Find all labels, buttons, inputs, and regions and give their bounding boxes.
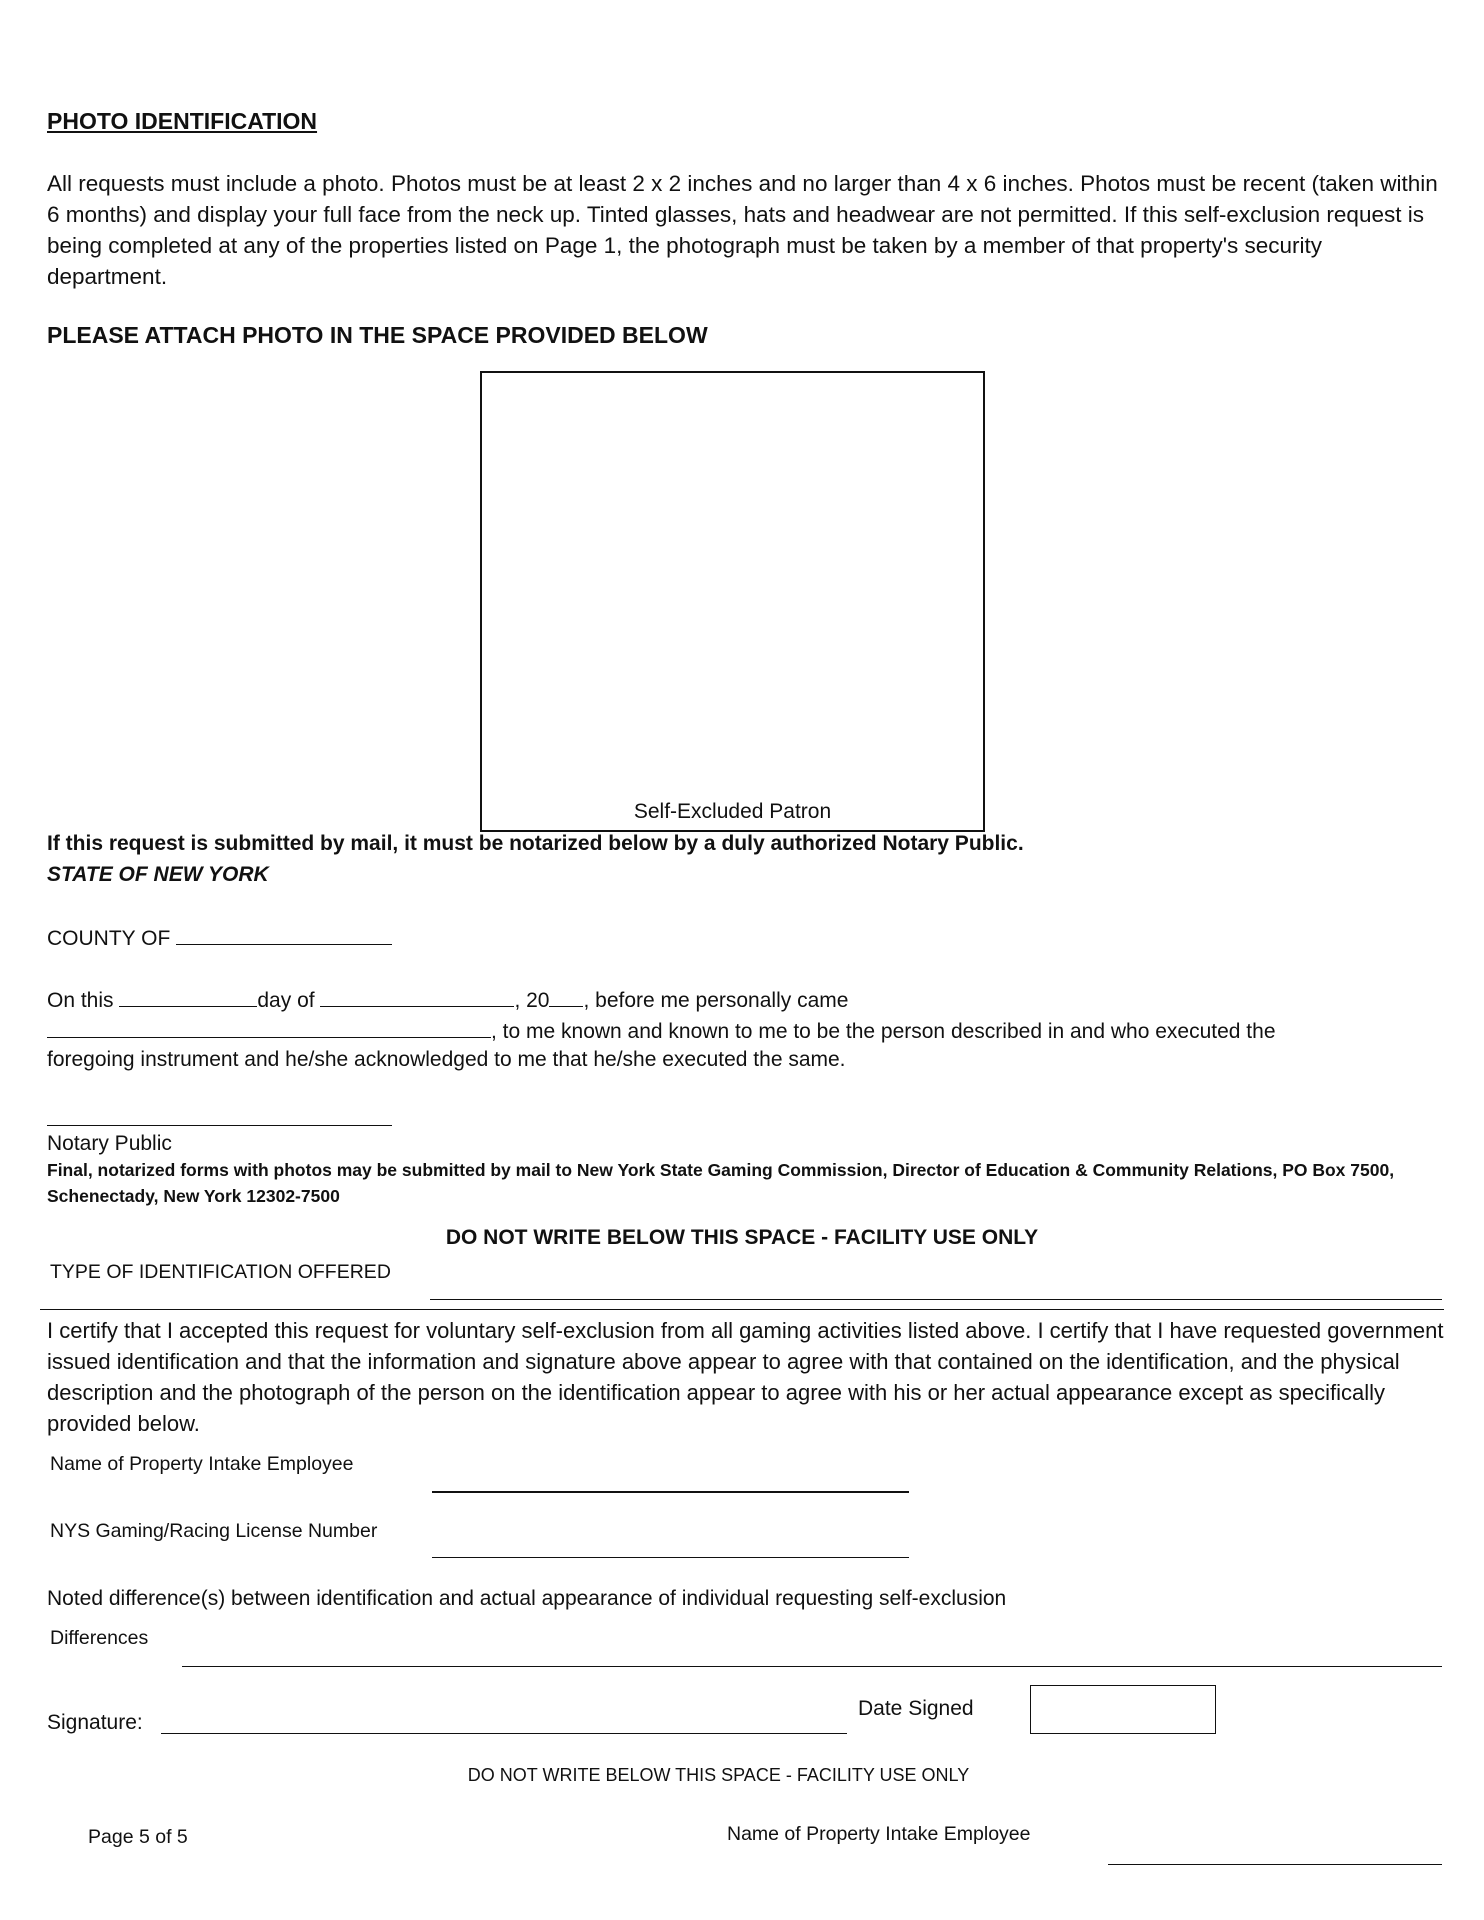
id-type-field[interactable] <box>430 1299 1442 1300</box>
notary-signature-line[interactable] <box>47 1125 392 1126</box>
footer-intake-employee-label: Name of Property Intake Employee <box>727 1823 1031 1845</box>
page-number: Page 5 of 5 <box>88 1826 188 1848</box>
intake-employee-field[interactable] <box>432 1491 909 1493</box>
day-field[interactable] <box>119 984 257 1007</box>
differences-label: Differences <box>50 1627 149 1649</box>
day-of-label: day of <box>257 989 315 1012</box>
photo-caption: Self-Excluded Patron <box>633 800 832 823</box>
on-this-row <box>47 984 848 1015</box>
notary-public-label: Notary Public <box>47 1132 172 1155</box>
person-row <box>47 1015 1276 1046</box>
final-mail-notice: Final, notarized forms with photos may be submitted by mail to New York State Gaming Commission, Director of Education & Community Relations, PO Box 7500, Schenectady, New York 12302-7500 <box>47 1160 1395 1206</box>
county-field[interactable] <box>176 922 392 945</box>
year-field[interactable] <box>549 984 583 1007</box>
mail-notary-notice: If this request is submitted by mail, it must be notarized below by a duly authorized Notary Public. <box>47 832 1024 855</box>
state-label: STATE OF NEW YORK <box>47 863 269 886</box>
section-divider <box>40 1309 1444 1310</box>
county-label: COUNTY OF <box>47 927 171 950</box>
id-type-label: TYPE OF IDENTIFICATION OFFERED <box>50 1261 391 1283</box>
known-text: , to me known and known to me to be the person described in and who executed the <box>491 1020 1276 1043</box>
person-name-field[interactable] <box>47 1015 491 1038</box>
facility-use-heading: DO NOT WRITE BELOW THIS SPACE - FACILITY USE ONLY <box>445 1226 1039 1249</box>
differences-intro: Noted difference(s) between identification and actual appearance of individual requesting self-exclusion <box>47 1587 1007 1610</box>
month-field[interactable] <box>320 984 514 1007</box>
footer-facility-heading: DO NOT WRITE BELOW THIS SPACE - FACILITY USE ONLY <box>467 1765 970 1785</box>
section-heading-photo-identification: PHOTO IDENTIFICATION <box>47 108 318 134</box>
date-signed-field[interactable] <box>1030 1685 1216 1734</box>
license-number-label: NYS Gaming/Racing License Number <box>50 1520 378 1542</box>
intake-employee-label: Name of Property Intake Employee <box>50 1453 354 1475</box>
foregoing-text: foregoing instrument and he/she acknowledged to me that he/she executed the same. <box>47 1048 846 1071</box>
attach-photo-heading: PLEASE ATTACH PHOTO IN THE SPACE PROVIDED BELOW <box>47 322 708 348</box>
differences-field[interactable] <box>182 1666 1442 1667</box>
certify-text: I certify that I accepted this request for voluntary self-exclusion from all gaming activities listed above. I certify that I have requested government issued identification and that the information and signature above appear to agree with that contained on the identification, and the physical description and the photograph of the person on the identification appear to agree with his or her actual appearance except as specifically provided below. <box>47 1318 1444 1436</box>
signature-field[interactable] <box>161 1733 847 1734</box>
year-prefix-label: , 20 <box>514 989 550 1012</box>
on-this-label: On this <box>47 989 114 1012</box>
county-row <box>47 922 392 953</box>
signature-label: Signature: <box>47 1711 143 1734</box>
license-number-field[interactable] <box>432 1557 909 1558</box>
date-signed-label: Date Signed <box>858 1697 974 1720</box>
before-me-label: , before me personally came <box>583 989 849 1012</box>
photo-attachment-box[interactable] <box>480 371 985 832</box>
photo-instructions: All requests must include a photo. Photos must be at least 2 x 2 inches and no larger than 4 x 6 inches. Photos must be recent (taken within 6 months) and display your full face from the neck up. Tinted glasses, hats and headwear are not permitted. If this self-exclusion request is being completed at any of the properties listed on Page 1, the photograph must be taken by a member of that property's security department. <box>47 171 1438 289</box>
footer-intake-employee-field[interactable] <box>1108 1864 1442 1865</box>
